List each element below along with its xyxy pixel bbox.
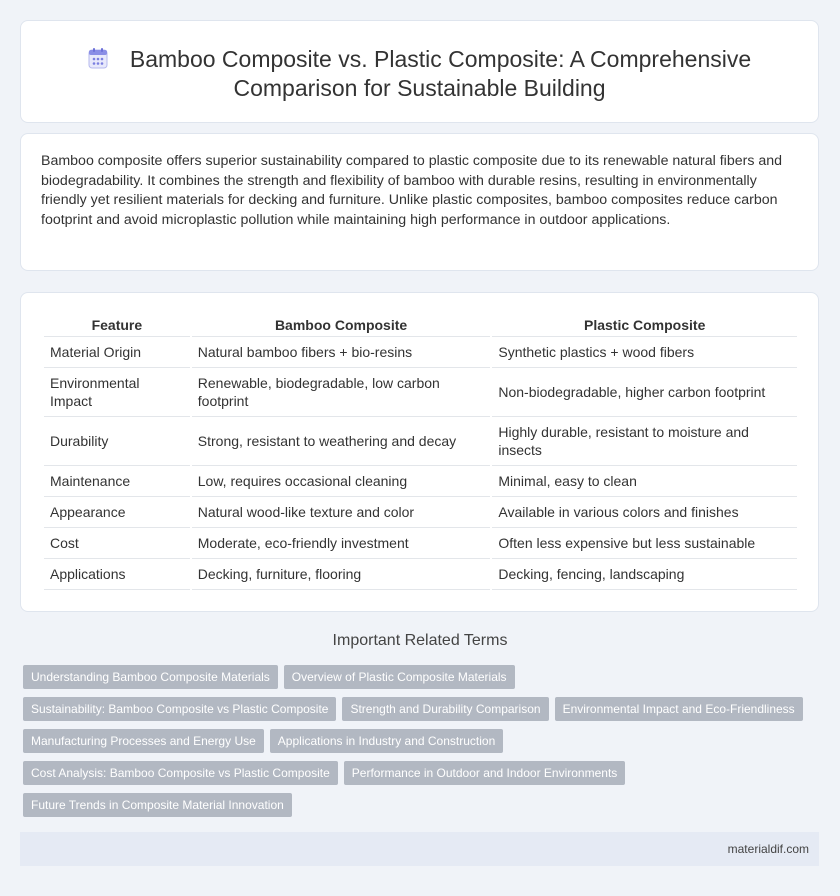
table-cell: Appearance: [44, 497, 190, 528]
table-header-cell: Feature: [44, 314, 190, 337]
table-cell: Low, requires occasional cleaning: [192, 466, 491, 497]
table-header-cell: Bamboo Composite: [192, 314, 491, 337]
table-cell: Synthetic plastics + wood fibers: [492, 337, 797, 368]
table-cell: Decking, fencing, landscaping: [492, 559, 797, 590]
table-row: [44, 528, 797, 559]
header-card: [20, 20, 819, 123]
table-cell: Available in various colors and finishes: [492, 497, 797, 528]
table-cell: Environmental Impact: [44, 368, 190, 417]
table-cell: Cost: [44, 528, 190, 559]
page-title: [61, 45, 778, 103]
related-term-tag[interactable]: Future Trends in Composite Material Innovation: [23, 793, 292, 817]
related-term-tag[interactable]: Overview of Plastic Composite Materials: [284, 665, 515, 689]
table-row: [44, 337, 797, 368]
table-cell: Moderate, eco-friendly investment: [192, 528, 491, 559]
table-row: [44, 368, 797, 417]
table-cell: Natural bamboo fibers + bio-resins: [192, 337, 491, 368]
table-cell: Applications: [44, 559, 190, 590]
footer: [20, 832, 819, 866]
related-term-tag[interactable]: Sustainability: Bamboo Composite vs Plastic Composite: [23, 697, 336, 721]
intro-paragraph: Bamboo composite offers superior sustainability compared to plastic composite due to its renewable natural fibers and biodegradability. It combines the strength and flexibility of bamboo with durable resins, resulting in environmentally friendly yet resilient materials for decking and furniture. Unlike plastic composites, bamboo composites reduce carbon footprint and avoid microplastic pollution while maintaining high performance in outdoor applications.: [41, 153, 783, 228]
related-terms-title: Important Related Terms: [332, 632, 508, 649]
related-term-tag[interactable]: Applications in Industry and Construction: [270, 729, 503, 753]
table-cell: Decking, furniture, flooring: [192, 559, 491, 590]
related-term-tag[interactable]: Understanding Bamboo Composite Materials: [23, 665, 278, 689]
table-cell: Durability: [44, 417, 190, 466]
intro-card: [20, 133, 819, 271]
table-cell: Maintenance: [44, 466, 190, 497]
table-header-cell: Plastic Composite: [492, 314, 797, 337]
table-cell: Minimal, easy to clean: [492, 466, 797, 497]
table-row: [44, 417, 797, 466]
page-title-text: Bamboo Composite vs. Plastic Composite: A Comprehensive Comparison for Sustainable Building: [129, 46, 752, 101]
table-cell: Strong, resistant to weathering and decay: [192, 417, 491, 466]
related-terms-list: [23, 665, 823, 825]
related-term-tag[interactable]: Performance in Outdoor and Indoor Environments: [344, 761, 625, 785]
table-cell: Often less expensive but less sustainable: [492, 528, 797, 559]
table-header-row: [44, 314, 797, 337]
related-term-tag[interactable]: Strength and Durability Comparison: [342, 697, 548, 721]
footer-site-link[interactable]: materialdif.com: [727, 842, 809, 856]
table-cell: Non-biodegradable, higher carbon footprint: [492, 368, 797, 417]
table-cell: Material Origin: [44, 337, 190, 368]
table-cell: Renewable, biodegradable, low carbon footprint: [192, 368, 491, 417]
comparison-card: [20, 292, 819, 612]
calendar-icon: [88, 48, 108, 69]
related-term-tag[interactable]: Cost Analysis: Bamboo Composite vs Plastic Composite: [23, 761, 338, 785]
related-term-tag[interactable]: Manufacturing Processes and Energy Use: [23, 729, 264, 753]
related-term-tag[interactable]: Environmental Impact and Eco-Friendliness: [555, 697, 803, 721]
comparison-table: [42, 314, 799, 590]
table-cell: Highly durable, resistant to moisture and insects: [492, 417, 797, 466]
table-row: [44, 497, 797, 528]
table-row: [44, 559, 797, 590]
table-cell: Natural wood-like texture and color: [192, 497, 491, 528]
table-row: [44, 466, 797, 497]
